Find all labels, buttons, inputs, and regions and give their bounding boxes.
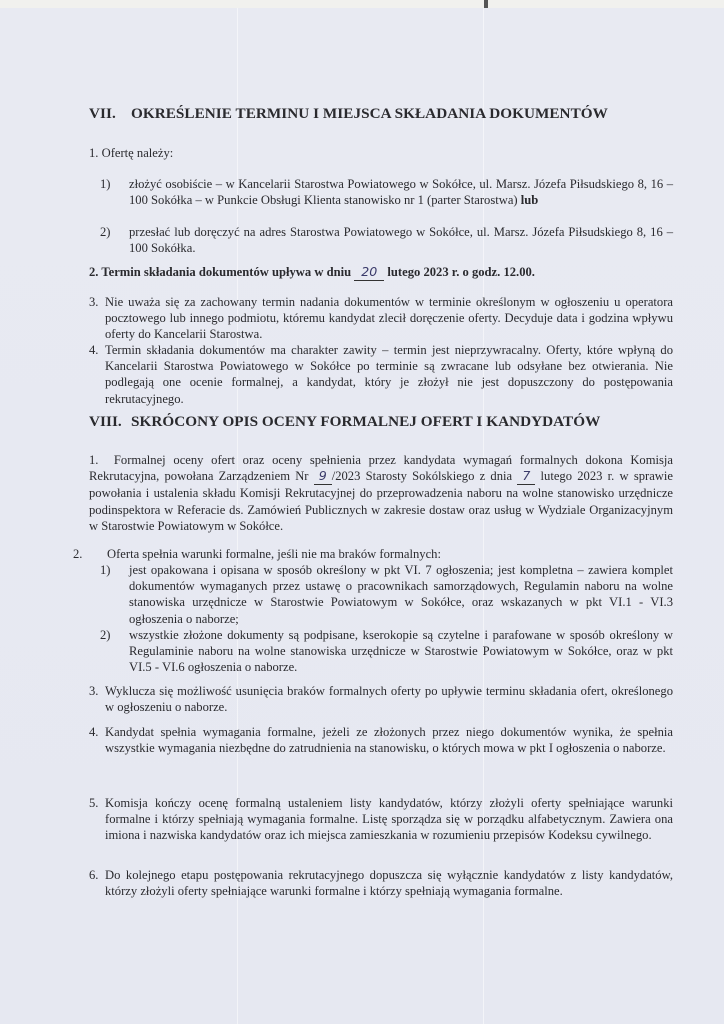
section-number: VII. <box>89 105 116 122</box>
section-title: SKRÓCONY OPIS OCENY FORMALNEJ OFERT I KANDYDATÓW <box>131 413 601 430</box>
binder-mark <box>484 0 488 8</box>
text-part: /2023 Starosty Sokólskiego z dnia <box>331 469 513 484</box>
list-item: Wyklucza się możliwość usunięcia braków formalnych oferty po upływie terminu składania ofert, określonego w ogłoszeniu o naborze. <box>105 684 673 715</box>
list-item: przesłać lub doręczyć na adres Starostwa Powiatowego w Sokółce, ul. Marsz. Józefa Piłsudskiego 8, 16 – 100 Sokółka. <box>129 225 673 256</box>
list-item: Komisja kończy ocenę formalną ustaleniem listy kandydatów, którzy złożyli oferty spełniające warunki formalne i którzy spełniają wymagania formalne. Listę sporządza się w porządku alfabetycznym. Zawiera ona imiona i nazwiska kandydatów oraz ich miejsca zamieszkania w rozumieniu przepisów Kodeksu cywilnego. <box>105 796 673 843</box>
handwritten-day: 20 <box>354 264 384 281</box>
list-item-text: złożyć osobiście – w Kancelarii Starostwa Powiatowego w Sokółce, ul. Marsz. Józefa Piłsudskiego 8, 16 – 100 Sokółka – w Punkcie Obsługi Klienta stanowisko nr 1 (parter Starostwa) <box>129 177 673 208</box>
section-8-heading <box>89 413 600 431</box>
section-7-heading <box>89 105 608 123</box>
list-item <box>129 176 673 208</box>
list-number: 1. <box>89 453 99 467</box>
list-number: 4. <box>89 725 99 739</box>
list-item: Nie uważa się za zachowany termin nadania dokumentów w terminie określonym w ogłoszeniu u operatora pocztowego lub innego podmiotu, któremu kandydat zlecił doręczenie oferty. Decyduje data i godzina wpływu oferty do Kancelarii Starostwa. <box>105 295 673 342</box>
list-number: 2) <box>100 628 111 642</box>
list-number: 1) <box>100 563 111 577</box>
list-number: 1) <box>100 177 111 191</box>
list-item: jest opakowana i opisana w sposób określony w pkt VI. 7 ogłoszenia; jest kompletna – zawiera komplet dokumentów wymaganych przez ustawę o pracownikach samorządowych, Regulamin naboru na wolne stanowiska urzędnicze w Starostwie Powiatowym w Sokółce, oraz wskazanych w pkt VI.1 - VI.3 ogłoszenia o naborze; <box>129 563 673 626</box>
handwritten-day: 7 <box>517 468 535 485</box>
handwritten-order-number: 9 <box>314 468 332 485</box>
list-number: 5. <box>89 796 99 810</box>
list-number: 4. <box>89 343 99 357</box>
list-item <box>89 452 673 534</box>
list-item-suffix: lub <box>520 193 539 208</box>
text-part: lutego 2023 r. w sprawie powołania i ustalenia składu Komisji Rekrutacyjnej do przeprowadzenia naboru na wolne stanowisko urzędnicze podinspektora w Referacie ds. Zamówień Publicznych w zakresie dostaw oraz usług w Wydziale Organizacyjnym w Starostwie Powiatowym w Sokółce. <box>89 469 673 533</box>
section-number: VIII. <box>89 413 122 430</box>
list-number: 3. <box>89 684 99 698</box>
section-title: OKREŚLENIE TERMINU I MIEJSCA SKŁADANIA DOKUMENTÓW <box>131 105 608 122</box>
list-item: Kandydat spełnia wymagania formalne, jeżeli ze złożonych przez niego dokumentów wynika, że spełnia wszystkie wymagania niezbędne do zatrudnienia na stanowisku, o których mowa w pkt I ogłoszenia o naborze. <box>105 725 673 756</box>
item-label: Oferta spełnia warunki formalne, jeśli nie ma braków formalnych: <box>107 547 441 561</box>
list-item: wszystkie złożone dokumenty są podpisane, kserokopie są czytelne i parafowane w sposób określony w Regulaminie naboru na wolne stanowiska urzędnicze w Starostwie Powiatowym w Sokółce, oraz w pkt VI.5 - VI.6 ogłoszenia o naborze. <box>129 628 673 675</box>
deadline-suffix: lutego 2023 r. o godz. 12.00. <box>387 265 535 279</box>
list-number: 6. <box>89 868 99 882</box>
deadline-prefix: 2. Termin składania dokumentów upływa w dniu <box>89 265 352 279</box>
text-part: Formalnej oceny ofert oraz oceny spełnienia przez kandydata wymagań formalnych dokona Komisja Rekrutacyjna, powołana Zarządzeniem Nr <box>89 453 674 484</box>
list-number: 2) <box>100 225 111 239</box>
list-number: 3. <box>89 295 99 309</box>
deadline-line <box>89 264 535 281</box>
list-number: 2. <box>73 547 83 561</box>
item-label: 1. Ofertę należy: <box>89 146 174 160</box>
list-item: Termin składania dokumentów ma charakter zawity – termin jest nieprzywracalny. Oferty, które wpłyną do Kancelarii Starostwa Powiatowego w Sokółce po terminie są zwracane lub odsyłane bez otwierania. Nie podlegają one ocenie formalnej, a kandydat, który je złożył nie jest dopuszczony do postępowania rekrutacyjnego. <box>105 343 673 406</box>
list-item: Do kolejnego etapu postępowania rekrutacyjnego dopuszcza się wyłącznie kandydatów z listy kandydatów, którzy złożyli oferty spełniające warunki formalne i którzy spełniają wymagania formalne. <box>105 868 673 899</box>
